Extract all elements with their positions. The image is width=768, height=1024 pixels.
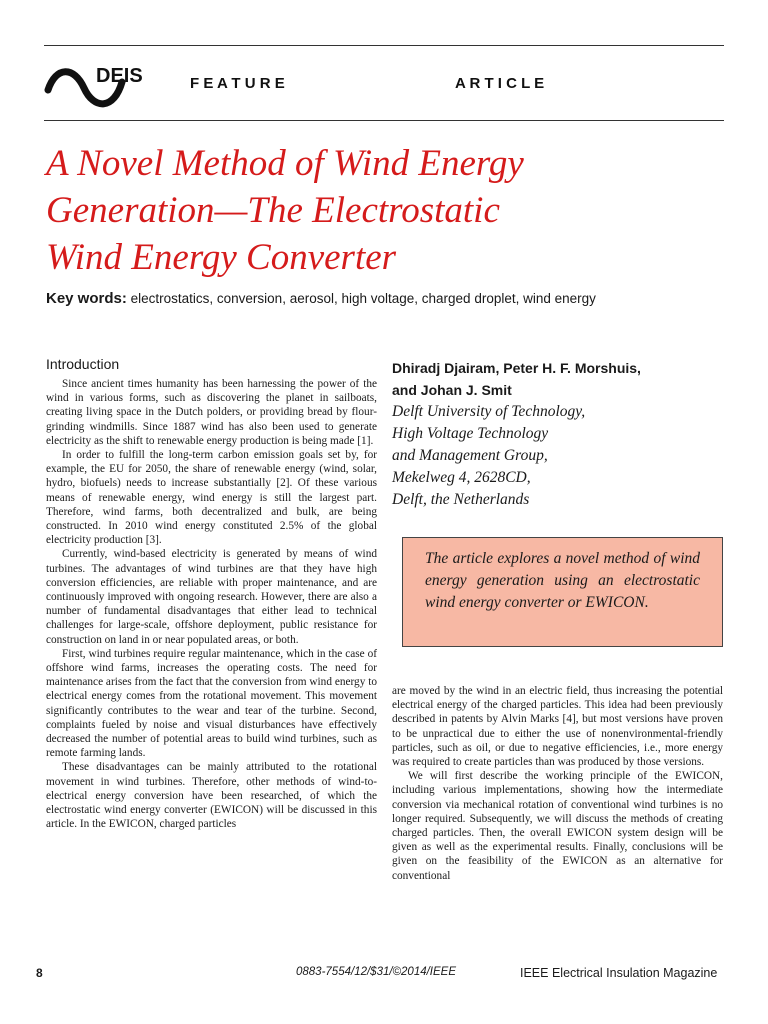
left-paragraph-2: In order to fulfill the long-term carbon emission goals set by, for example, the EU for 2050, the share of renewable energy (wind, solar, hydro, biofuels) needs to increase substantially [2]. Of these various means of renewable energy, wind energy is still the largest part. Therefore, wind farms, both decentralized and bulk, are being constructed. In 2010 wind energy constituted 2.5% of the global electricity production [3]. [46,449,377,547]
callout-text: The article explores a novel method of wind energy generation using an electrostatic wind energy converter or EWICON. [425,550,700,611]
keywords [46,290,596,307]
affiliation-line-5: Delft, the Netherlands [392,491,530,508]
author-affiliation [392,401,585,511]
affiliation-line-1: Delft University of Technology, [392,403,586,420]
top-rule [44,45,724,46]
deis-logo [44,52,154,112]
left-paragraph-3: Currently, wind-based electricity is generated by means of wind turbines. The advantages of wind turbines are that they have high conversion efficiencies, are reliable with proper maintenance, and are continuously improved with ongoing research. However, there are also a number of fundamental disadvantages that either lead to technical challenges for large-scale, offshore deployment, public resistance for construction on land in or near populated areas, or both. [46,548,377,646]
article-title [46,140,686,281]
right-paragraph-1: are moved by the wind in an electric field, thus increasing the potential electrical energy of the charged particles. This idea had been previously described in patents by Alvin Marks [4], but most versions have proven to be unpractical due to either the use of nonenvironmental-friendly particles, such as oil, or due to negative efficiencies, i.e., more energy was required to create particles than was produced by those versions. [392,685,723,769]
author-names [392,357,641,401]
title-line-1: A Novel Method of Wind Energy [46,143,524,184]
right-paragraph-2: We will first describe the working principle of the EWICON, including various implementations, showing how the intermediate conversion via mechanical rotation of conventional wind turbines is no longer required. Subsequently, we will discuss the methods of creating charged particles. Then, the overall EWICON system design will be given as well as the experimental results. Finally, conclusions will be given on the feasibility of the EWICON as an alternative for conventional [392,770,723,882]
section-label-article: A R T I C L E [455,75,545,92]
affiliation-line-3: and Management Group, [392,447,548,464]
right-column [392,684,723,883]
left-column [46,377,377,832]
left-paragraph-5: These disadvantages can be mainly attributed to the rotational movement in wind turbines. Therefore, other methods of wind-to-electrical energy conversion have been researched, of which the electrostatic wind energy converter (EWICON) will be discussed in this article. In the EWICON, charged particles [46,761,377,831]
header-rule [44,120,724,121]
keywords-label: Key words: [46,290,127,307]
affiliation-line-4: Mekelweg 4, 2628CD, [392,469,531,486]
author-line-1: Dhiradj Djairam, Peter H. F. Morshuis, [392,360,641,376]
page-number: 8 [36,966,43,980]
summary-callout [402,537,723,647]
footer-journal: IEEE Electrical Insulation Magazine [520,966,718,980]
keywords-text: electrostatics, conversion, aerosol, high voltage, charged droplet, wind energy [130,291,596,306]
title-line-3: Wind Energy Converter [46,237,397,278]
left-paragraph-4: First, wind turbines require regular maintenance, which in the case of offshore wind farms, increases the operating costs. The need for maintenance arises from the fact that the conversion from wind energy to electrical energy comes from the rotational movement. This movement significantly contributes to the wear and tear of the turbine. Second, complaints fueled by noise and visual disturbances have effectively decreased the number of potential areas to build wind turbines, such as remote farming lands. [46,647,377,760]
author-line-2: and Johan J. Smit [392,382,512,398]
affiliation-line-2: High Voltage Technology [392,425,549,442]
deis-logo-graphic [44,52,154,112]
footer-code: 0883-7554/12/$31/©2014/IEEE [296,966,457,978]
title-line-2: Generation—The Electrostatic [46,190,500,231]
section-heading-introduction: Introduction [46,356,120,372]
section-label-feature: F E A T U R E [190,75,285,92]
deis-logo-text: DEIS [96,65,143,87]
left-paragraph-1: Since ancient times humanity has been harnessing the power of the wind in various forms, such as discovering the planet in sailboats, creating living space in the Dutch polders, or providing bread by flour-grinding windmills. Since 1887 wind has also been used to generate electricity as the shift to renewable energy production is being made [1]. [46,378,377,447]
